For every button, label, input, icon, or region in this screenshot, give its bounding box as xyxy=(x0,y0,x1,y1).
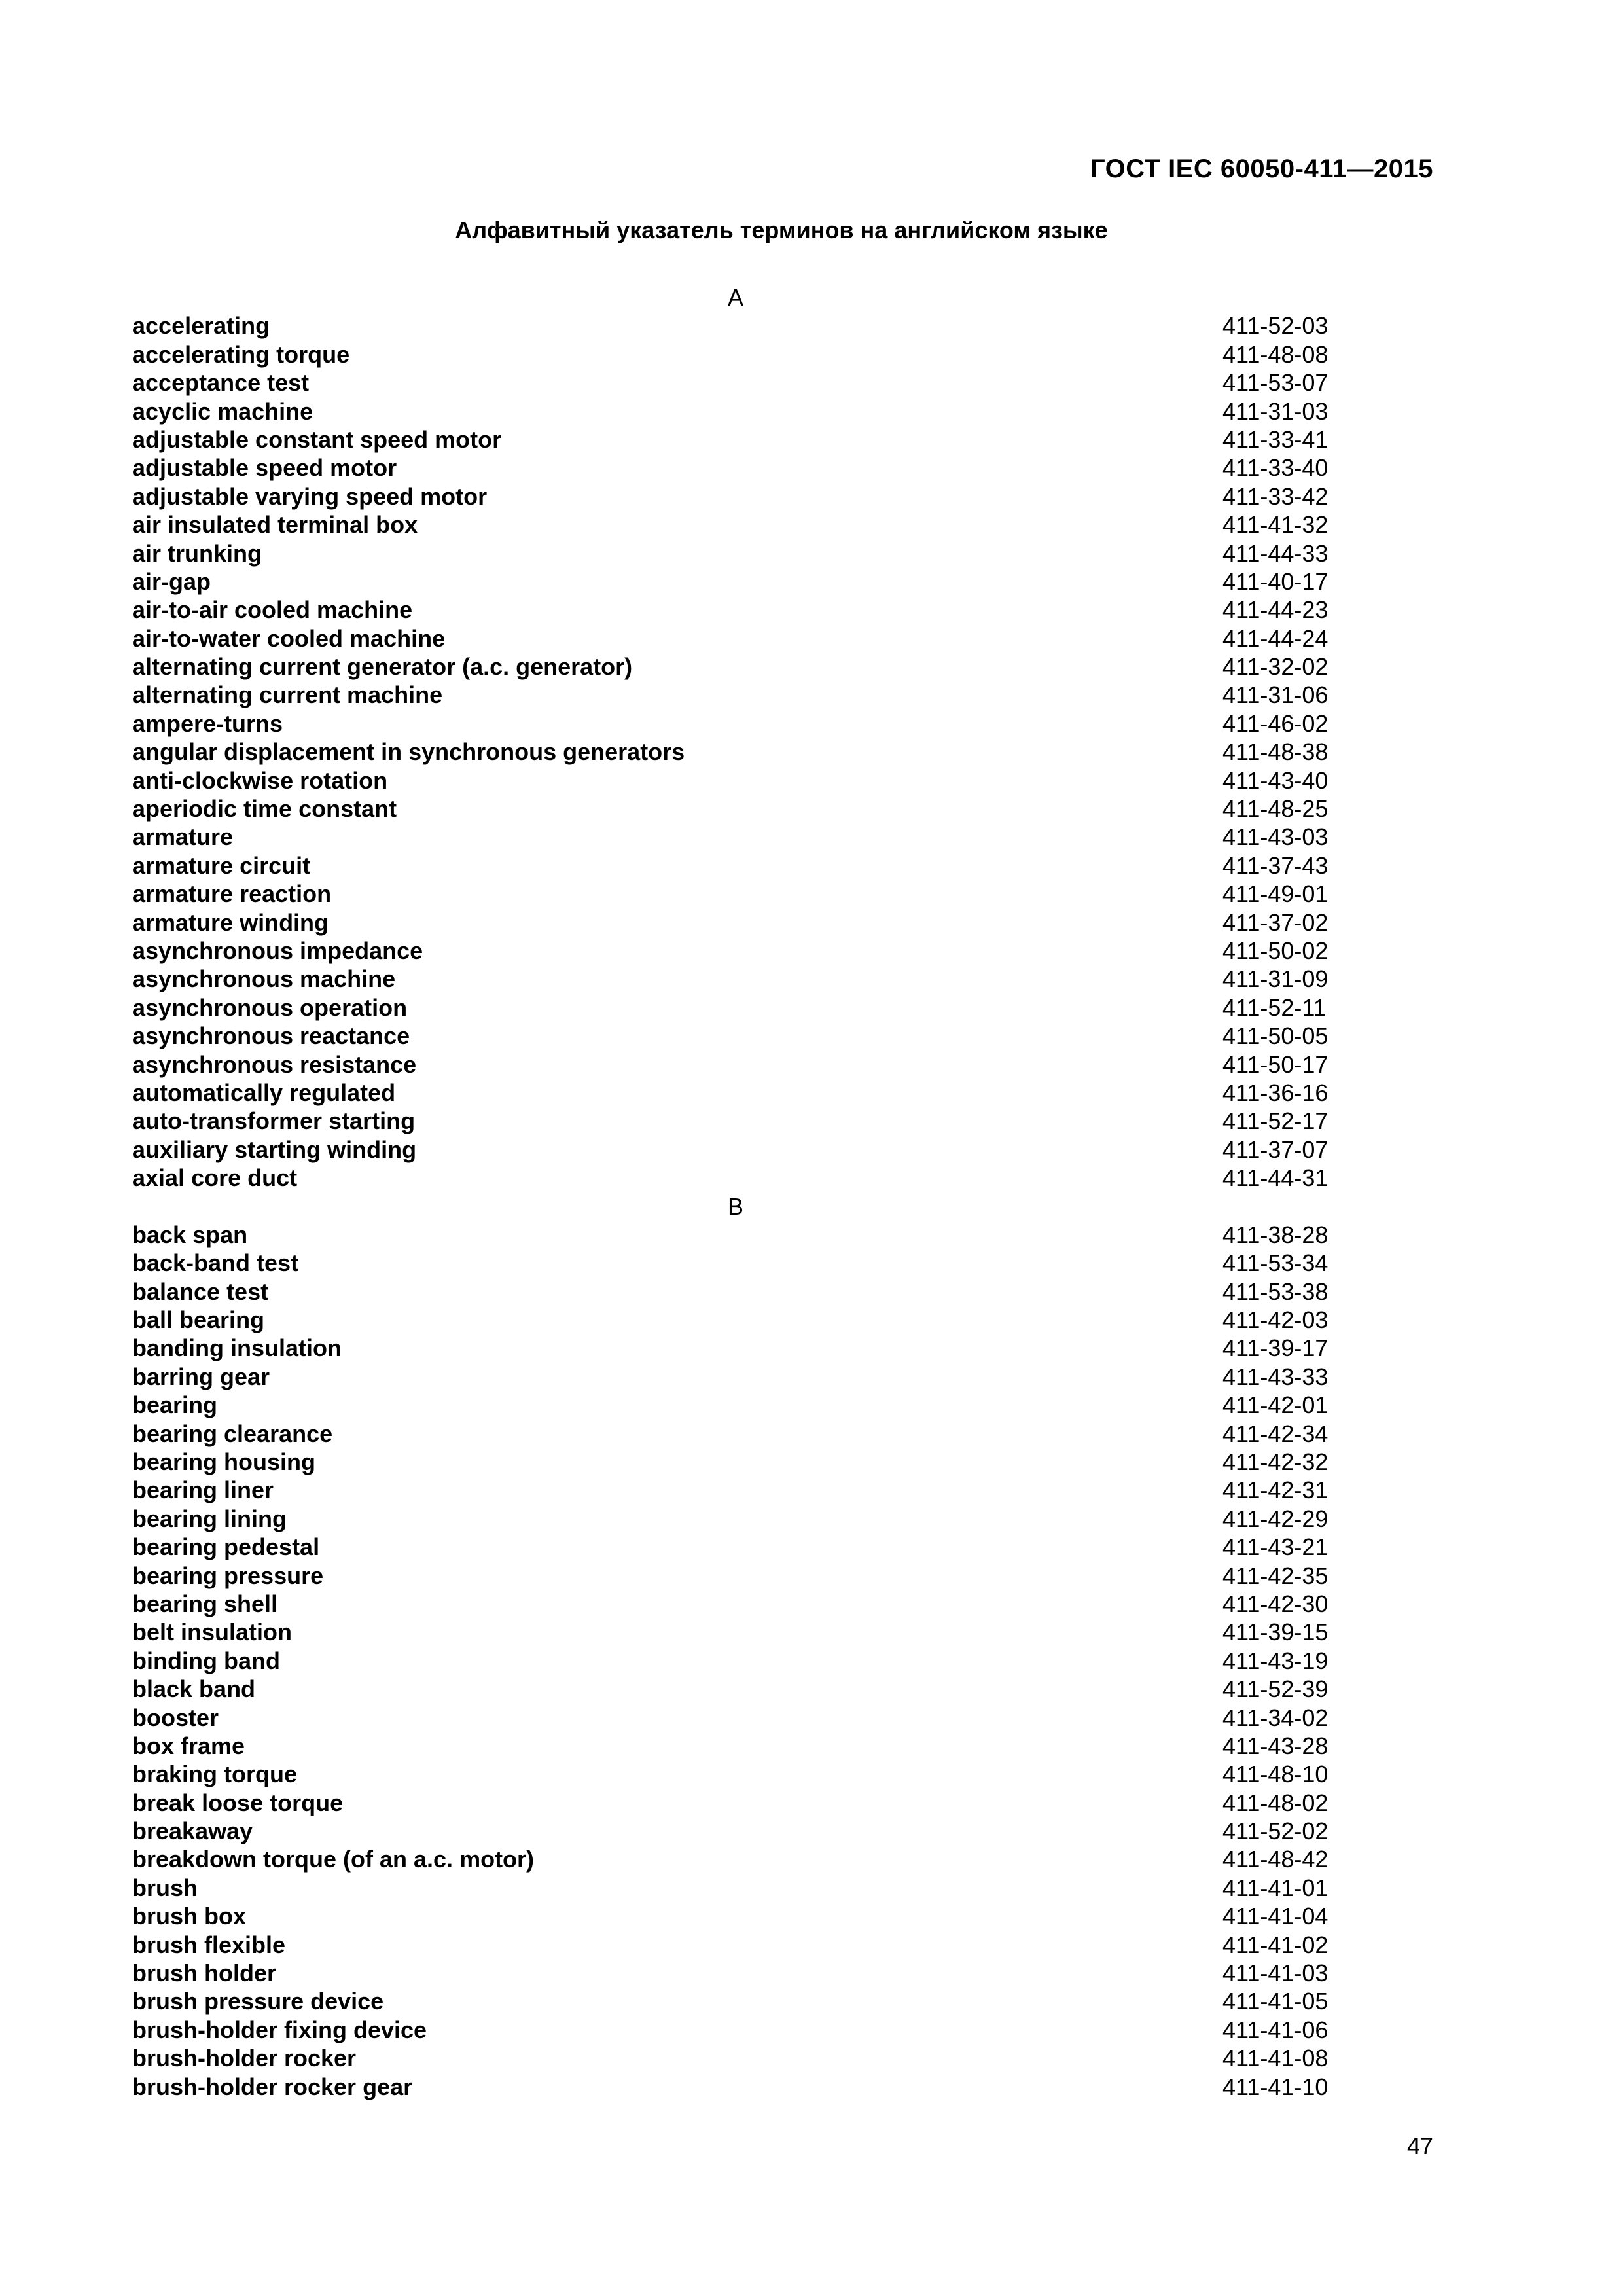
term-code: 411-34-02 xyxy=(1222,1704,1329,1731)
term-code: 411-33-41 xyxy=(1222,425,1329,453)
index-term: anti-clockwise rotation xyxy=(132,766,388,794)
index-entry xyxy=(132,1987,1336,2015)
term-code: 411-37-02 xyxy=(1222,908,1329,936)
term-code: 411-41-06 xyxy=(1222,2016,1329,2043)
term-code: 411-43-03 xyxy=(1222,823,1329,851)
term-code: 411-50-05 xyxy=(1222,1022,1329,1050)
index-entry xyxy=(132,653,1336,681)
index-term: armature circuit xyxy=(132,852,311,879)
term-code: 411-43-19 xyxy=(1222,1647,1329,1674)
index-entry xyxy=(132,1760,1336,1788)
index-entry xyxy=(132,1164,1336,1192)
index-entry xyxy=(132,1249,1336,1277)
index-term: braking torque xyxy=(132,1761,298,1788)
index-term: air insulated terminal box xyxy=(132,511,418,539)
section-letter-heading: A xyxy=(727,284,743,311)
index-entry xyxy=(132,1050,1336,1079)
index-term: alternating current generator (a.c. generator) xyxy=(132,653,633,681)
index-entry xyxy=(132,596,1336,624)
index-entry xyxy=(132,1562,1336,1590)
term-code: 411-53-07 xyxy=(1222,369,1329,397)
term-code: 411-43-33 xyxy=(1222,1363,1329,1390)
index-term: brush-holder rocker gear xyxy=(132,2073,413,2100)
index-term: armature xyxy=(132,823,234,851)
index-entry xyxy=(132,1476,1336,1504)
index-term: adjustable constant speed motor xyxy=(132,425,502,453)
term-code: 411-44-23 xyxy=(1222,596,1329,624)
index-entry xyxy=(132,425,1336,454)
index-term: binding band xyxy=(132,1647,280,1674)
term-code: 411-52-03 xyxy=(1222,312,1329,340)
term-code: 411-44-24 xyxy=(1222,624,1329,652)
term-code: 411-50-17 xyxy=(1222,1050,1329,1078)
term-code: 411-32-02 xyxy=(1222,653,1329,681)
index-entry xyxy=(132,1647,1336,1675)
index-term: bearing lining xyxy=(132,1505,287,1532)
index-term: black band xyxy=(132,1676,256,1703)
term-code: 411-41-02 xyxy=(1222,1931,1329,1958)
term-code: 411-42-03 xyxy=(1222,1306,1329,1334)
index-entry xyxy=(132,1732,1336,1760)
term-code: 411-39-17 xyxy=(1222,1335,1329,1362)
term-code: 411-52-11 xyxy=(1222,994,1327,1021)
index-entry xyxy=(132,1505,1336,1533)
index-entry xyxy=(132,1959,1336,1987)
index-entry xyxy=(132,1931,1336,1959)
index-entry xyxy=(132,482,1336,511)
index-entry xyxy=(132,1363,1336,1391)
index-term: bearing housing xyxy=(132,1448,316,1476)
index-term: alternating current machine xyxy=(132,681,443,709)
index-term: ampere-turns xyxy=(132,709,283,737)
index-entry xyxy=(132,738,1336,766)
index-entry xyxy=(132,1448,1336,1476)
index-term: armature reaction xyxy=(132,880,332,908)
index-entry xyxy=(132,852,1336,880)
term-code: 411-38-28 xyxy=(1222,1221,1329,1248)
index-entry xyxy=(132,1704,1336,1732)
index-entry xyxy=(132,1022,1336,1050)
index-term: asynchronous reactance xyxy=(132,1022,410,1050)
index-term: auxiliary starting winding xyxy=(132,1136,417,1163)
term-code: 411-42-34 xyxy=(1222,1420,1329,1447)
term-code: 411-52-39 xyxy=(1222,1676,1329,1703)
index-entry xyxy=(132,681,1336,709)
index-term: brush xyxy=(132,1874,198,1901)
index-term: automatically regulated xyxy=(132,1079,396,1106)
term-code: 411-48-25 xyxy=(1222,795,1329,823)
term-code: 411-41-01 xyxy=(1222,1874,1329,1901)
index-term: air trunking xyxy=(132,539,262,567)
index-entry xyxy=(132,937,1336,965)
index-term: accelerating xyxy=(132,312,270,340)
term-code: 411-31-06 xyxy=(1222,681,1329,709)
index-entry xyxy=(132,766,1336,795)
index-term: air-gap xyxy=(132,567,211,595)
term-code: 411-53-38 xyxy=(1222,1278,1329,1305)
index-entry xyxy=(132,1675,1336,1703)
index-entry xyxy=(132,1079,1336,1107)
index-term: bearing pedestal xyxy=(132,1534,320,1561)
index-entry xyxy=(132,340,1336,368)
term-code: 411-37-43 xyxy=(1222,852,1329,879)
term-code: 411-41-32 xyxy=(1222,511,1329,539)
index-term: brush-holder rocker xyxy=(132,2045,357,2072)
index-entry xyxy=(132,1817,1336,1845)
index-entry xyxy=(132,908,1336,937)
index-entry xyxy=(132,1334,1336,1362)
page-number: 47 xyxy=(1406,2132,1433,2159)
term-code: 411-42-35 xyxy=(1222,1562,1329,1589)
index-entry xyxy=(132,368,1336,397)
index-entry xyxy=(132,709,1336,738)
index-entry xyxy=(132,1107,1336,1135)
term-code: 411-53-34 xyxy=(1222,1249,1329,1277)
term-code: 411-36-16 xyxy=(1222,1079,1329,1106)
index-term: auto-transformer starting xyxy=(132,1107,416,1135)
index-entry xyxy=(132,454,1336,482)
term-code: 411-31-09 xyxy=(1222,965,1329,993)
index-term: box frame xyxy=(132,1732,245,1759)
index-entry xyxy=(132,1306,1336,1334)
index-term: ball bearing xyxy=(132,1306,265,1334)
index-entry xyxy=(132,1533,1336,1561)
index-entry xyxy=(132,1618,1336,1646)
term-code: 411-41-03 xyxy=(1222,1960,1329,1987)
index-entry xyxy=(132,1789,1336,1817)
term-code: 411-48-08 xyxy=(1222,340,1329,368)
index-entry xyxy=(132,1136,1336,1164)
index-title: Алфавитный указатель терминов на английском языке xyxy=(455,217,1108,243)
index-term: booster xyxy=(132,1704,219,1731)
term-code: 411-40-17 xyxy=(1222,567,1329,595)
index-term: brush flexible xyxy=(132,1931,286,1958)
index-entry xyxy=(132,624,1336,653)
term-code: 411-41-04 xyxy=(1222,1903,1329,1930)
index-term: barring gear xyxy=(132,1363,270,1390)
index-term: break loose torque xyxy=(132,1789,344,1816)
index-term: asynchronous impedance xyxy=(132,937,423,964)
term-code: 411-52-02 xyxy=(1222,1818,1329,1845)
index-term: bearing clearance xyxy=(132,1420,333,1447)
index-term: acyclic machine xyxy=(132,397,313,425)
term-code: 411-33-42 xyxy=(1222,482,1329,510)
term-code: 411-50-02 xyxy=(1222,937,1329,964)
index-term: bearing shell xyxy=(132,1590,278,1617)
index-term: adjustable speed motor xyxy=(132,454,397,482)
index-term: breakaway xyxy=(132,1818,253,1845)
index-entry xyxy=(132,1278,1336,1306)
index-term: back-band test xyxy=(132,1249,299,1277)
index-term: adjustable varying speed motor xyxy=(132,482,488,510)
index-term: banding insulation xyxy=(132,1335,342,1362)
index-entry xyxy=(132,1590,1336,1618)
index-entry xyxy=(132,312,1336,340)
term-code: 411-41-08 xyxy=(1222,2045,1329,2072)
index-term: accelerating torque xyxy=(132,340,350,368)
index-entry xyxy=(132,823,1336,851)
term-code: 411-42-01 xyxy=(1222,1391,1329,1419)
index-term: asynchronous resistance xyxy=(132,1050,417,1078)
term-code: 411-43-21 xyxy=(1222,1534,1329,1561)
index-entry xyxy=(132,1874,1336,1902)
term-code: 411-44-31 xyxy=(1222,1164,1329,1192)
term-code: 411-43-28 xyxy=(1222,1732,1329,1759)
index-term: belt insulation xyxy=(132,1619,293,1646)
term-code: 411-46-02 xyxy=(1222,709,1329,737)
section-letter-heading: B xyxy=(727,1193,743,1220)
term-code: 411-48-10 xyxy=(1222,1761,1329,1788)
index-term: armature winding xyxy=(132,908,329,936)
index-entry xyxy=(132,2016,1336,2044)
document-standard-header: ГОСТ IEC 60050-411—2015 xyxy=(1090,154,1433,183)
index-term: axial core duct xyxy=(132,1164,298,1192)
index-entry xyxy=(132,1420,1336,1448)
term-code: 411-48-42 xyxy=(1222,1846,1329,1873)
term-code: 411-44-33 xyxy=(1222,539,1329,567)
index-term: asynchronous operation xyxy=(132,994,408,1021)
index-term: balance test xyxy=(132,1278,269,1305)
term-code: 411-52-17 xyxy=(1222,1107,1329,1135)
term-code: 411-37-07 xyxy=(1222,1136,1329,1163)
index-entry xyxy=(132,397,1336,425)
term-code: 411-42-30 xyxy=(1222,1590,1329,1617)
term-code: 411-48-38 xyxy=(1222,738,1329,766)
term-code: 411-39-15 xyxy=(1222,1619,1329,1646)
index-term: brush pressure device xyxy=(132,1988,384,2015)
index-term: bearing liner xyxy=(132,1477,274,1504)
index-term: back span xyxy=(132,1221,248,1248)
term-index xyxy=(132,283,1336,2101)
index-term: angular displacement in synchronous generators xyxy=(132,738,685,766)
term-code: 411-41-05 xyxy=(1222,1988,1329,2015)
term-code: 411-42-29 xyxy=(1222,1505,1329,1532)
index-term: brush-holder fixing device xyxy=(132,2016,427,2043)
index-entry xyxy=(132,1221,1336,1249)
index-entry xyxy=(132,2073,1336,2101)
index-entry xyxy=(132,1902,1336,1930)
index-term: air-to-water cooled machine xyxy=(132,624,446,652)
term-code: 411-49-01 xyxy=(1222,880,1329,908)
index-term: asynchronous machine xyxy=(132,965,396,993)
index-entry xyxy=(132,2044,1336,2072)
index-entry xyxy=(132,965,1336,993)
index-entry xyxy=(132,539,1336,567)
index-term: brush box xyxy=(132,1903,247,1930)
term-code: 411-31-03 xyxy=(1222,397,1329,425)
index-entry xyxy=(132,1391,1336,1419)
index-entry xyxy=(132,795,1336,823)
index-entry xyxy=(132,1845,1336,1873)
index-term: brush holder xyxy=(132,1960,277,1987)
index-entry xyxy=(132,880,1336,908)
index-term: acceptance test xyxy=(132,369,310,397)
index-term: bearing xyxy=(132,1391,218,1419)
index-term: aperiodic time constant xyxy=(132,795,397,823)
index-entry xyxy=(132,567,1336,596)
term-code: 411-41-10 xyxy=(1222,2073,1329,2100)
index-term: air-to-air cooled machine xyxy=(132,596,413,624)
index-entry xyxy=(132,511,1336,539)
index-term: bearing pressure xyxy=(132,1562,324,1589)
term-code: 411-48-02 xyxy=(1222,1789,1329,1816)
term-code: 411-43-40 xyxy=(1222,766,1329,794)
term-code: 411-42-31 xyxy=(1222,1477,1329,1504)
term-code: 411-42-32 xyxy=(1222,1448,1329,1476)
term-code: 411-33-40 xyxy=(1222,454,1329,482)
index-term: breakdown torque (of an a.c. motor) xyxy=(132,1846,535,1873)
index-entry xyxy=(132,994,1336,1022)
